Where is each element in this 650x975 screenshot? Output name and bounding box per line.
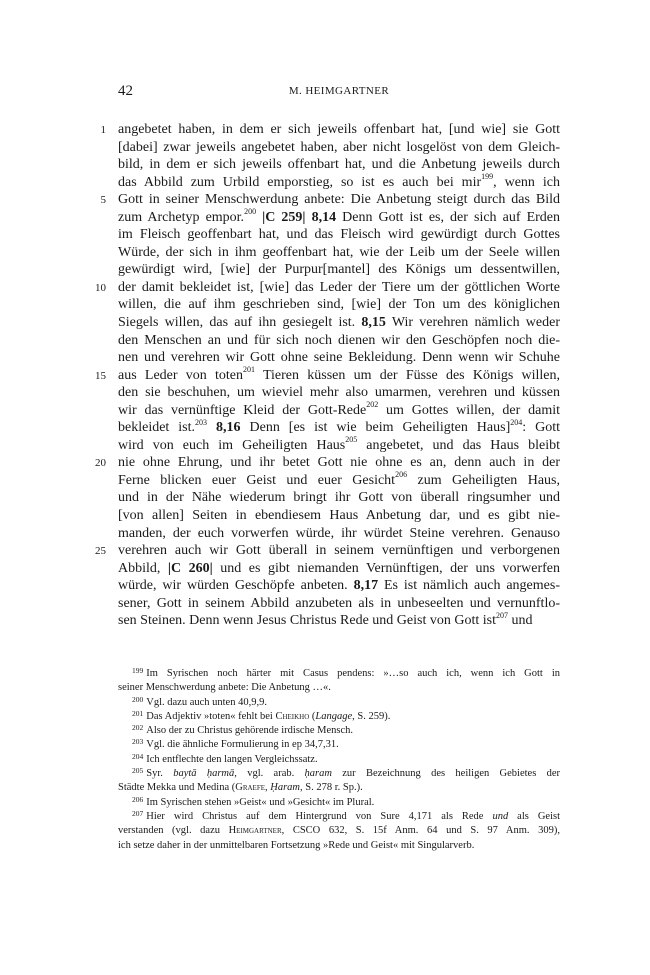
footnote-line: $^{205}$ Syr. baytā ḥarmā, vgl. arab. ḥaram zur Bezeichnung des heiligen Gebietes der (132, 766, 560, 780)
text-line (0, 507, 650, 525)
line-text: gewürdigt wird, [wie] der Purpur[mantel] des Königs um dessentwillen, (118, 262, 560, 278)
text-line (0, 437, 650, 455)
footnote-line: ich setze daher in der unmittelbaren Fortsetzung »Rede und Geist« mit Singularverb. (118, 839, 475, 851)
line-number: 1 (100, 124, 106, 136)
text-line (0, 244, 650, 262)
text-line (0, 612, 650, 630)
footnote-line: $^{204}$ Ich entflechte den langen Vergleichssatz. (132, 751, 318, 765)
text-line (0, 489, 650, 507)
line-text: wir das vernünftige Kleid der Gott-Rede$^{202}$ um Gottes willen, der damit (118, 400, 560, 418)
line-text: [von allen] Seiten in ebendiesem Haus Anbetung dar, und es gibt nie- (118, 508, 560, 524)
line-text: Siegels willen, das auf ihn gesiegelt ist. 8,15 Wir verehren nämlich weder (118, 315, 560, 331)
footnote-line: $^{201}$ Das Adjektiv »toten« fehlt bei Cheikho (Langage, S. 259). (132, 708, 391, 722)
page-number: 42 (118, 83, 133, 99)
text-line (0, 156, 650, 174)
line-text: bekleidet ist.$^{203}$ 8,16 Denn [es ist wie beim Geheiligten Haus]$^{204}$: Gott (118, 417, 560, 436)
line-text: das Abbild zum Urbild emporstieg, so ist es auch bei mir$^{199}$, wenn ich (118, 171, 561, 190)
text-line (0, 279, 650, 297)
footnotes (118, 667, 560, 853)
line-text: nie ohne Ehrung, und ihr betet Gott nie ohne es an, denn auch in der (118, 455, 560, 471)
text-line (0, 402, 650, 420)
text-line (0, 560, 650, 578)
text-line (0, 472, 650, 490)
line-text: [dabei] zwar jeweils angebetet haben, aber nicht losgelöst von dem Gleich- (118, 139, 560, 155)
line-text: Ferne blicken euer Geist und euer Gesicht$^{206}$ zum Geheiligten Haus, (118, 470, 560, 488)
line-text: den sie beschuhen, um wieviel mehr also umarmen, verehren und küssen (118, 385, 560, 401)
text-line (0, 191, 650, 209)
text-line (0, 384, 650, 402)
line-number: 15 (95, 369, 106, 382)
text-line (0, 419, 650, 437)
line-text: den Menschen an und für sich noch dienen wir den Geschöpfen noch die- (118, 332, 560, 348)
line-text: Gott in seiner Menschwerdung anbete: Die Anbetung steigt durch das Bild (118, 192, 560, 208)
line-number: 25 (95, 545, 106, 558)
footnote-line: Städte Mekka und Medina (Graefe, Ḥaram, S. 278 r. Sp.). (118, 782, 363, 794)
text-line (0, 171, 650, 192)
text-line (0, 525, 650, 543)
main-text (0, 121, 650, 630)
line-number: 10 (95, 281, 106, 294)
text-line (0, 595, 650, 613)
text-line (0, 332, 650, 350)
line-text: im Fleisch geoffenbart hat, und das Fleisch wird gewürdigt durch Gottes (118, 227, 560, 243)
line-text: sener, Gott in seinem Abbild anzubeten als in unbeseelten und vernunftlo- (118, 595, 560, 611)
line-text: bild, in dem er sich jeweils offenbart hat, und die Anbetung jeweils durch (118, 157, 560, 173)
line-number: 20 (95, 457, 106, 470)
line-text: wird von euch im Geheiligten Haus$^{205}$ angebetet, und das Haus bleibt (118, 435, 560, 453)
text-line (0, 314, 650, 332)
text-line (0, 261, 650, 279)
line-text: nen und verehren wir Gott ohne seine Bekleidung. Denn wenn wir Schuhe (118, 350, 560, 366)
footnote-line: $^{207}$ Hier wird Christus auf dem Hintergrund von Sure 4,171 als Rede und als Geist (132, 808, 560, 822)
line-text: Würde, der sich in ihm geoffenbart hat, wie der Leib um der Seele willen (118, 244, 560, 260)
running-head: M. HEIMGARTNER (288, 85, 390, 97)
footnote-line: $^{200}$ Vgl. dazu auch unten 40,9,9. (132, 694, 267, 708)
line-text: zum Archetyp empor.$^{200}$ |C 259| 8,14 Denn Gott ist es, der sich auf Erden (118, 207, 560, 225)
line-text: und in der Nähe wiederum bringt ihr Gott von überall ringsumher und (118, 490, 560, 506)
text-line (0, 139, 650, 157)
line-text: angebetet haben, in dem er sich jeweils offenbart hat, [und wie] sie Gott (118, 122, 560, 137)
line-text: Abbild, |C 260| und es gibt niemanden Vernünftigen, der uns vorwerfen (118, 560, 560, 576)
text-line (0, 226, 650, 244)
text-line (0, 454, 650, 472)
footnote-line: verstanden (vgl. dazu Heimgartner, CSCO 632, S. 15f Anm. 64 und S. 97 Anm. 309), (118, 825, 560, 837)
text-line (0, 367, 650, 385)
line-text: willen, die auf ihm geschrieben sind, [wie] der Ton um des königlichen (118, 297, 560, 313)
line-text: der damit bekleidet ist, [wie] das Leder der Tiere um der göttlichen Worte (118, 279, 560, 295)
footnote-line: $^{202}$ Also der zu Christus gehörende irdische Mensch. (132, 723, 353, 737)
footnote-line: seiner Menschwerdung anbete: Die Anbetung …«. (118, 682, 331, 694)
page-header (118, 83, 560, 103)
line-text: manden, der euch vorwerfen würde, ihr würdet Steine verehren. Genauso (118, 525, 560, 541)
text-line (0, 121, 650, 139)
text-line (0, 577, 650, 595)
footnote-line: $^{203}$ Vgl. die ähnliche Formulierung in ep 34,7,31. (132, 737, 339, 751)
line-text: aus Leder von toten$^{201}$ Tieren küssen um der Füsse des Königs willen, (118, 365, 561, 383)
text-line (0, 349, 650, 367)
line-text: verehren auch wir Gott überall in seinem vernünftigen und verborgenen (118, 543, 560, 559)
line-text: würde, wir würden Geschöpfe anbeten. 8,17 Es ist nämlich auch angemes- (118, 578, 560, 594)
footnote-line: $^{199}$ Im Syrischen noch härter mit Casus pendens: »…so auch ich, wenn ich Gott in (132, 666, 560, 679)
line-text: sen Steinen. Denn wenn Jesus Christus Rede und Geist von Gott ist$^{207}$ und (118, 610, 533, 629)
text-line (0, 296, 650, 314)
text-line (0, 542, 650, 560)
text-line (0, 209, 650, 227)
line-number: 5 (100, 194, 106, 207)
footnote-line: $^{206}$ Im Syrischen stehen »Geist« und »Gesicht« im Plural. (132, 794, 375, 808)
